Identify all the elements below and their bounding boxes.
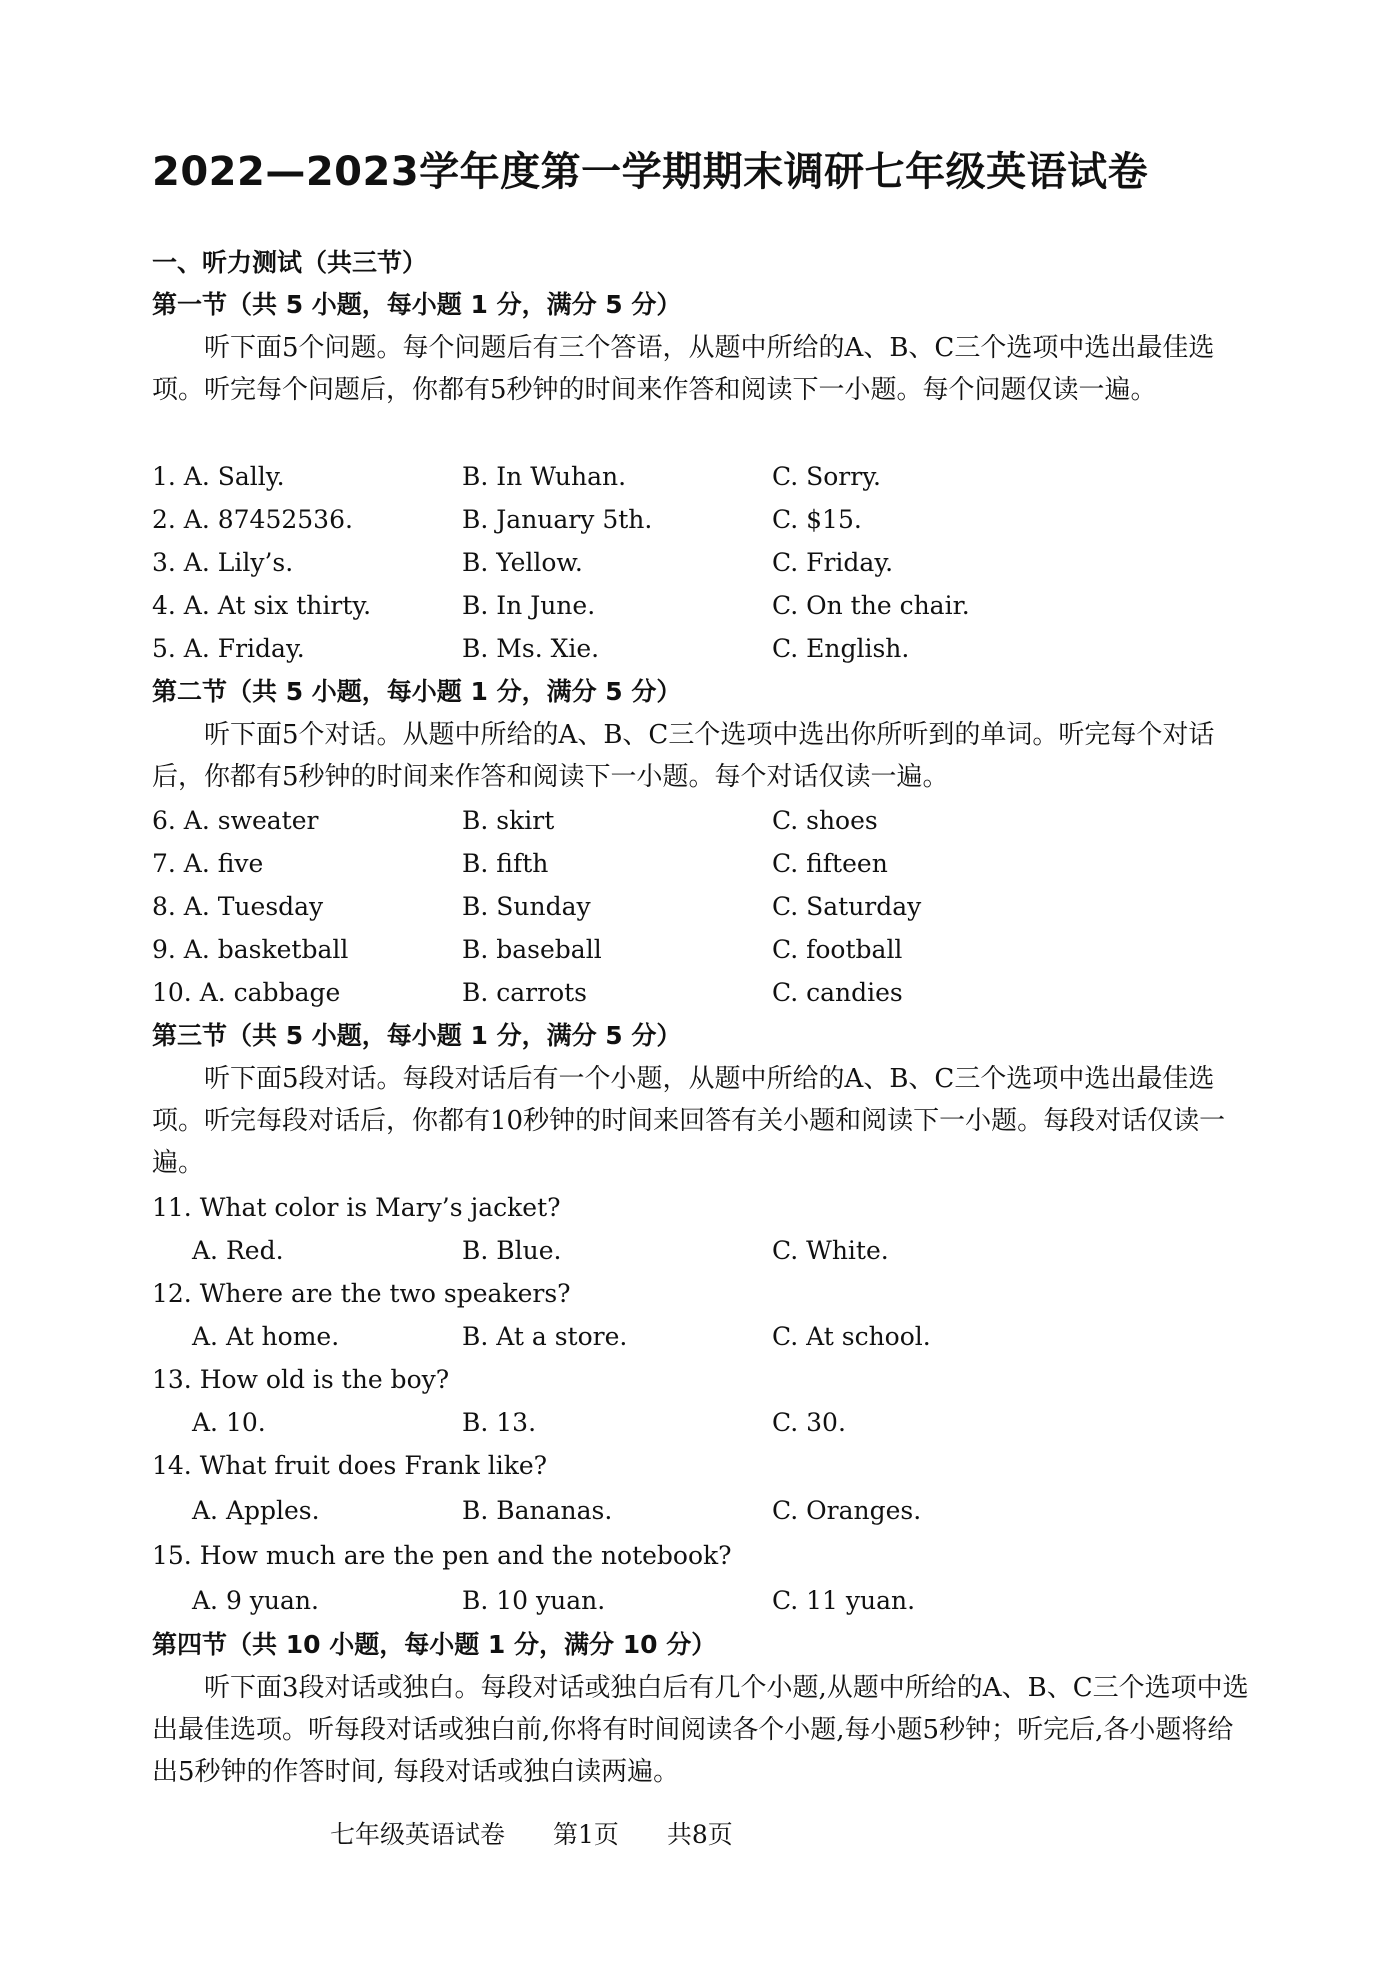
option-c: C. Friday.: [772, 548, 894, 577]
option-c: C. football: [772, 935, 903, 964]
option-a: 6. A. sweater: [152, 806, 319, 835]
option-c: C. English.: [772, 634, 910, 663]
question-row: [152, 456, 1252, 498]
section-2-instructions: 听下面5个对话。从题中所给的A、B、C三个选项中选出你所听到的单词。听完每个对话后，你都有5秒钟的时间来作答和阅读下一小题。每个对话仅读一遍。: [152, 720, 1215, 792]
question-stem: 14. What fruit does Frank like?: [152, 1451, 548, 1480]
option-a: 8. A. Tuesday: [152, 892, 324, 921]
question-stem: 12. Where are the two speakers?: [152, 1279, 571, 1308]
option-b: B. In Wuhan.: [462, 462, 627, 491]
option-a: 10. A. cabbage: [152, 978, 341, 1007]
option-b: B. Yellow.: [462, 548, 583, 577]
option-c: C. White.: [772, 1236, 889, 1265]
question-row: [152, 886, 1252, 928]
answer-row: [152, 1402, 1252, 1444]
section-4-instructions: 听下面3段对话或独白。每段对话或独白后有几个小题,从题中所给的A、B、C三个选项中选出最佳选项。听每段对话或独白前,你将有时间阅读各个小题,每小题5秒钟；听完后,各小题将给出5秒钟的作答时间, 每段对话或独白读两遍。: [152, 1673, 1249, 1787]
option-a: A. At home.: [192, 1322, 340, 1351]
question-stem: 15. How much are the pen and the notebook?: [152, 1541, 732, 1570]
option-c: C. Oranges.: [772, 1496, 922, 1525]
footer-exam-name: 七年级英语试卷: [330, 1820, 506, 1849]
option-c: C. $15.: [772, 505, 862, 534]
section-2-heading: 第二节（共 5 小题，每小题 1 分，满分 5 分）: [152, 677, 682, 706]
option-a: 7. A. five: [152, 849, 264, 878]
answer-row: [152, 1230, 1252, 1272]
option-b: B. carrots: [462, 978, 587, 1007]
option-a: 4. A. At six thirty.: [152, 591, 372, 620]
option-a: A. 9 yuan.: [192, 1586, 319, 1615]
page-footer: [330, 1815, 773, 1851]
option-a: 1. A. Sally.: [152, 462, 285, 491]
part-heading: 一、听力测试（共三节）: [152, 248, 428, 277]
option-a: A. Red.: [192, 1236, 284, 1265]
question-stem: 11. What color is Mary’s jacket?: [152, 1193, 561, 1222]
option-a: 5. A. Friday.: [152, 634, 305, 663]
option-b: B. baseball: [462, 935, 602, 964]
question-row: [152, 843, 1252, 885]
option-b: B. In June.: [462, 591, 596, 620]
option-c: C. Sorry.: [772, 462, 881, 491]
answer-row: [152, 1490, 1252, 1532]
option-b: B. Bananas.: [462, 1496, 613, 1525]
option-a: 9. A. basketball: [152, 935, 349, 964]
option-b: B. Ms. Xie.: [462, 634, 600, 663]
option-a: A. 10.: [192, 1408, 266, 1437]
option-c: C. 30.: [772, 1408, 846, 1437]
question-row: [152, 972, 1252, 1014]
question-row: [152, 499, 1252, 541]
answer-row: [152, 1316, 1252, 1358]
option-b: B. 13.: [462, 1408, 537, 1437]
question-stem: 13. How old is the boy?: [152, 1365, 450, 1394]
question-row: [152, 929, 1252, 971]
footer-page-total: 共8页: [666, 1820, 733, 1849]
section-3-instructions: 听下面5段对话。每段对话后有一个小题，从题中所给的A、B、C三个选项中选出最佳选项。听完每段对话后，你都有10秒钟的时间来回答有关小题和阅读下一小题。每段对话仅读一遍。: [152, 1064, 1226, 1178]
option-c: C. 11 yuan.: [772, 1586, 916, 1615]
question-row: [152, 800, 1252, 842]
option-c: C. candies: [772, 978, 903, 1007]
option-c: C. fifteen: [772, 849, 888, 878]
option-b: B. January 5th.: [462, 505, 653, 534]
option-c: C. At school.: [772, 1322, 931, 1351]
footer-page-number: 第1页: [552, 1820, 619, 1849]
question-row: [152, 542, 1252, 584]
option-b: B. 10 yuan.: [462, 1586, 606, 1615]
option-b: B. At a store.: [462, 1322, 628, 1351]
option-a: 3. A. Lily’s.: [152, 548, 294, 577]
answer-row: [152, 1580, 1252, 1622]
page-title: 2022—2023学年度第一学期期末调研七年级英语试卷: [152, 149, 1149, 195]
option-a: 2. A. 87452536.: [152, 505, 353, 534]
option-b: B. fifth: [462, 849, 549, 878]
question-row: [152, 585, 1252, 627]
option-c: C. On the chair.: [772, 591, 970, 620]
option-b: B. Sunday: [462, 892, 591, 921]
question-row: [152, 628, 1252, 670]
section-4-heading: 第四节（共 10 小题，每小题 1 分，满分 10 分）: [152, 1630, 717, 1659]
option-b: B. skirt: [462, 806, 555, 835]
option-b: B. Blue.: [462, 1236, 562, 1265]
option-c: C. shoes: [772, 806, 878, 835]
section-1-instructions: 听下面5个问题。每个问题后有三个答语，从题中所给的A、B、C三个选项中选出最佳选项。听完每个问题后，你都有5秒钟的时间来作答和阅读下一小题。每个问题仅读一遍。: [152, 333, 1215, 405]
section-3-heading: 第三节（共 5 小题，每小题 1 分，满分 5 分）: [152, 1021, 682, 1050]
option-c: C. Saturday: [772, 892, 922, 921]
option-a: A. Apples.: [192, 1496, 320, 1525]
section-1-heading: 第一节（共 5 小题，每小题 1 分，满分 5 分）: [152, 290, 682, 319]
